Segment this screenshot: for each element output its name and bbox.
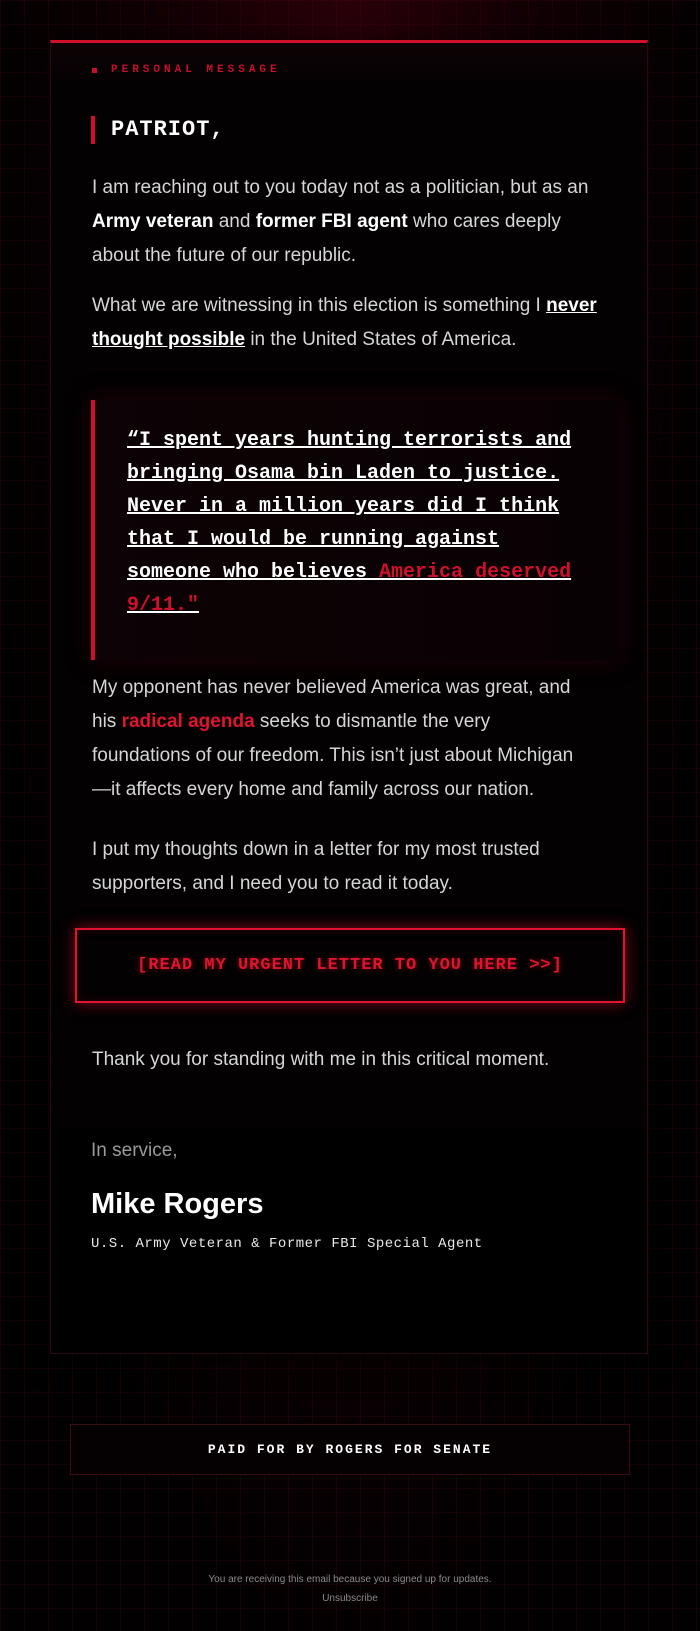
opponent-text-1: My opponent has never believed America was great, and his — [92, 677, 571, 732]
quote-body: “I spent years hunting terrorists and bringing Osama bin Laden to justice. Never in a million years did I think that I would be running against someone who believes — [127, 429, 572, 584]
footer-notice: You are receiving this email because you signed up for updates. — [208, 1574, 492, 1585]
pull-quote — [91, 400, 619, 660]
quote-highlight: America deserved 9/11." — [127, 561, 572, 617]
never-thought-possible-emphasis: never thought possible — [92, 295, 597, 350]
red-square-icon — [92, 68, 97, 73]
radical-agenda-emphasis: radical agenda — [121, 711, 255, 732]
intro-text-3: who cares deeply about the future of our republic. — [92, 211, 561, 266]
paid-for-disclaimer: PAID FOR BY ROGERS FOR SENATE — [70, 1424, 630, 1475]
witness-text-2: in the United States of America. — [245, 329, 517, 350]
read-letter-button[interactable]: [READ MY URGENT LETTER TO YOU HERE >>] — [75, 928, 625, 1003]
intro-text-1: I am reaching out to you today not as a politician, but as an — [92, 177, 589, 198]
army-veteran-emphasis: Army veteran — [92, 211, 214, 232]
signer-name: Mike Rogers — [91, 1188, 264, 1220]
unsubscribe-link[interactable]: Unsubscribe — [322, 1593, 378, 1604]
paragraph-opponent — [92, 671, 592, 807]
eyebrow-text: PERSONAL MESSAGE — [111, 64, 281, 76]
quote-text — [127, 424, 577, 622]
eyebrow-label — [92, 64, 281, 76]
signoff: In service, — [91, 1140, 178, 1161]
paragraph-letter: I put my thoughts down in a letter for my most trusted supporters, and I need you to read it today. — [92, 839, 540, 894]
witness-text-1: What we are witnessing in this election is something I — [92, 295, 547, 316]
paragraph-intro — [92, 171, 612, 273]
paragraph-thanks: Thank you for standing with me in this critical moment. — [92, 1049, 550, 1070]
paragraph-witnessing — [92, 289, 612, 357]
intro-text-2: and — [213, 211, 256, 232]
greeting: PATRIOT, — [91, 116, 225, 144]
signer-title: U.S. Army Veteran & Former FBI Special Agent — [91, 1236, 483, 1252]
fbi-agent-emphasis: former FBI agent — [255, 211, 408, 232]
opponent-text-2: seeks to dismantle the very foundations of our freedom. This isn’t just about Michigan—it affects every home and family across our nation. — [92, 711, 574, 800]
